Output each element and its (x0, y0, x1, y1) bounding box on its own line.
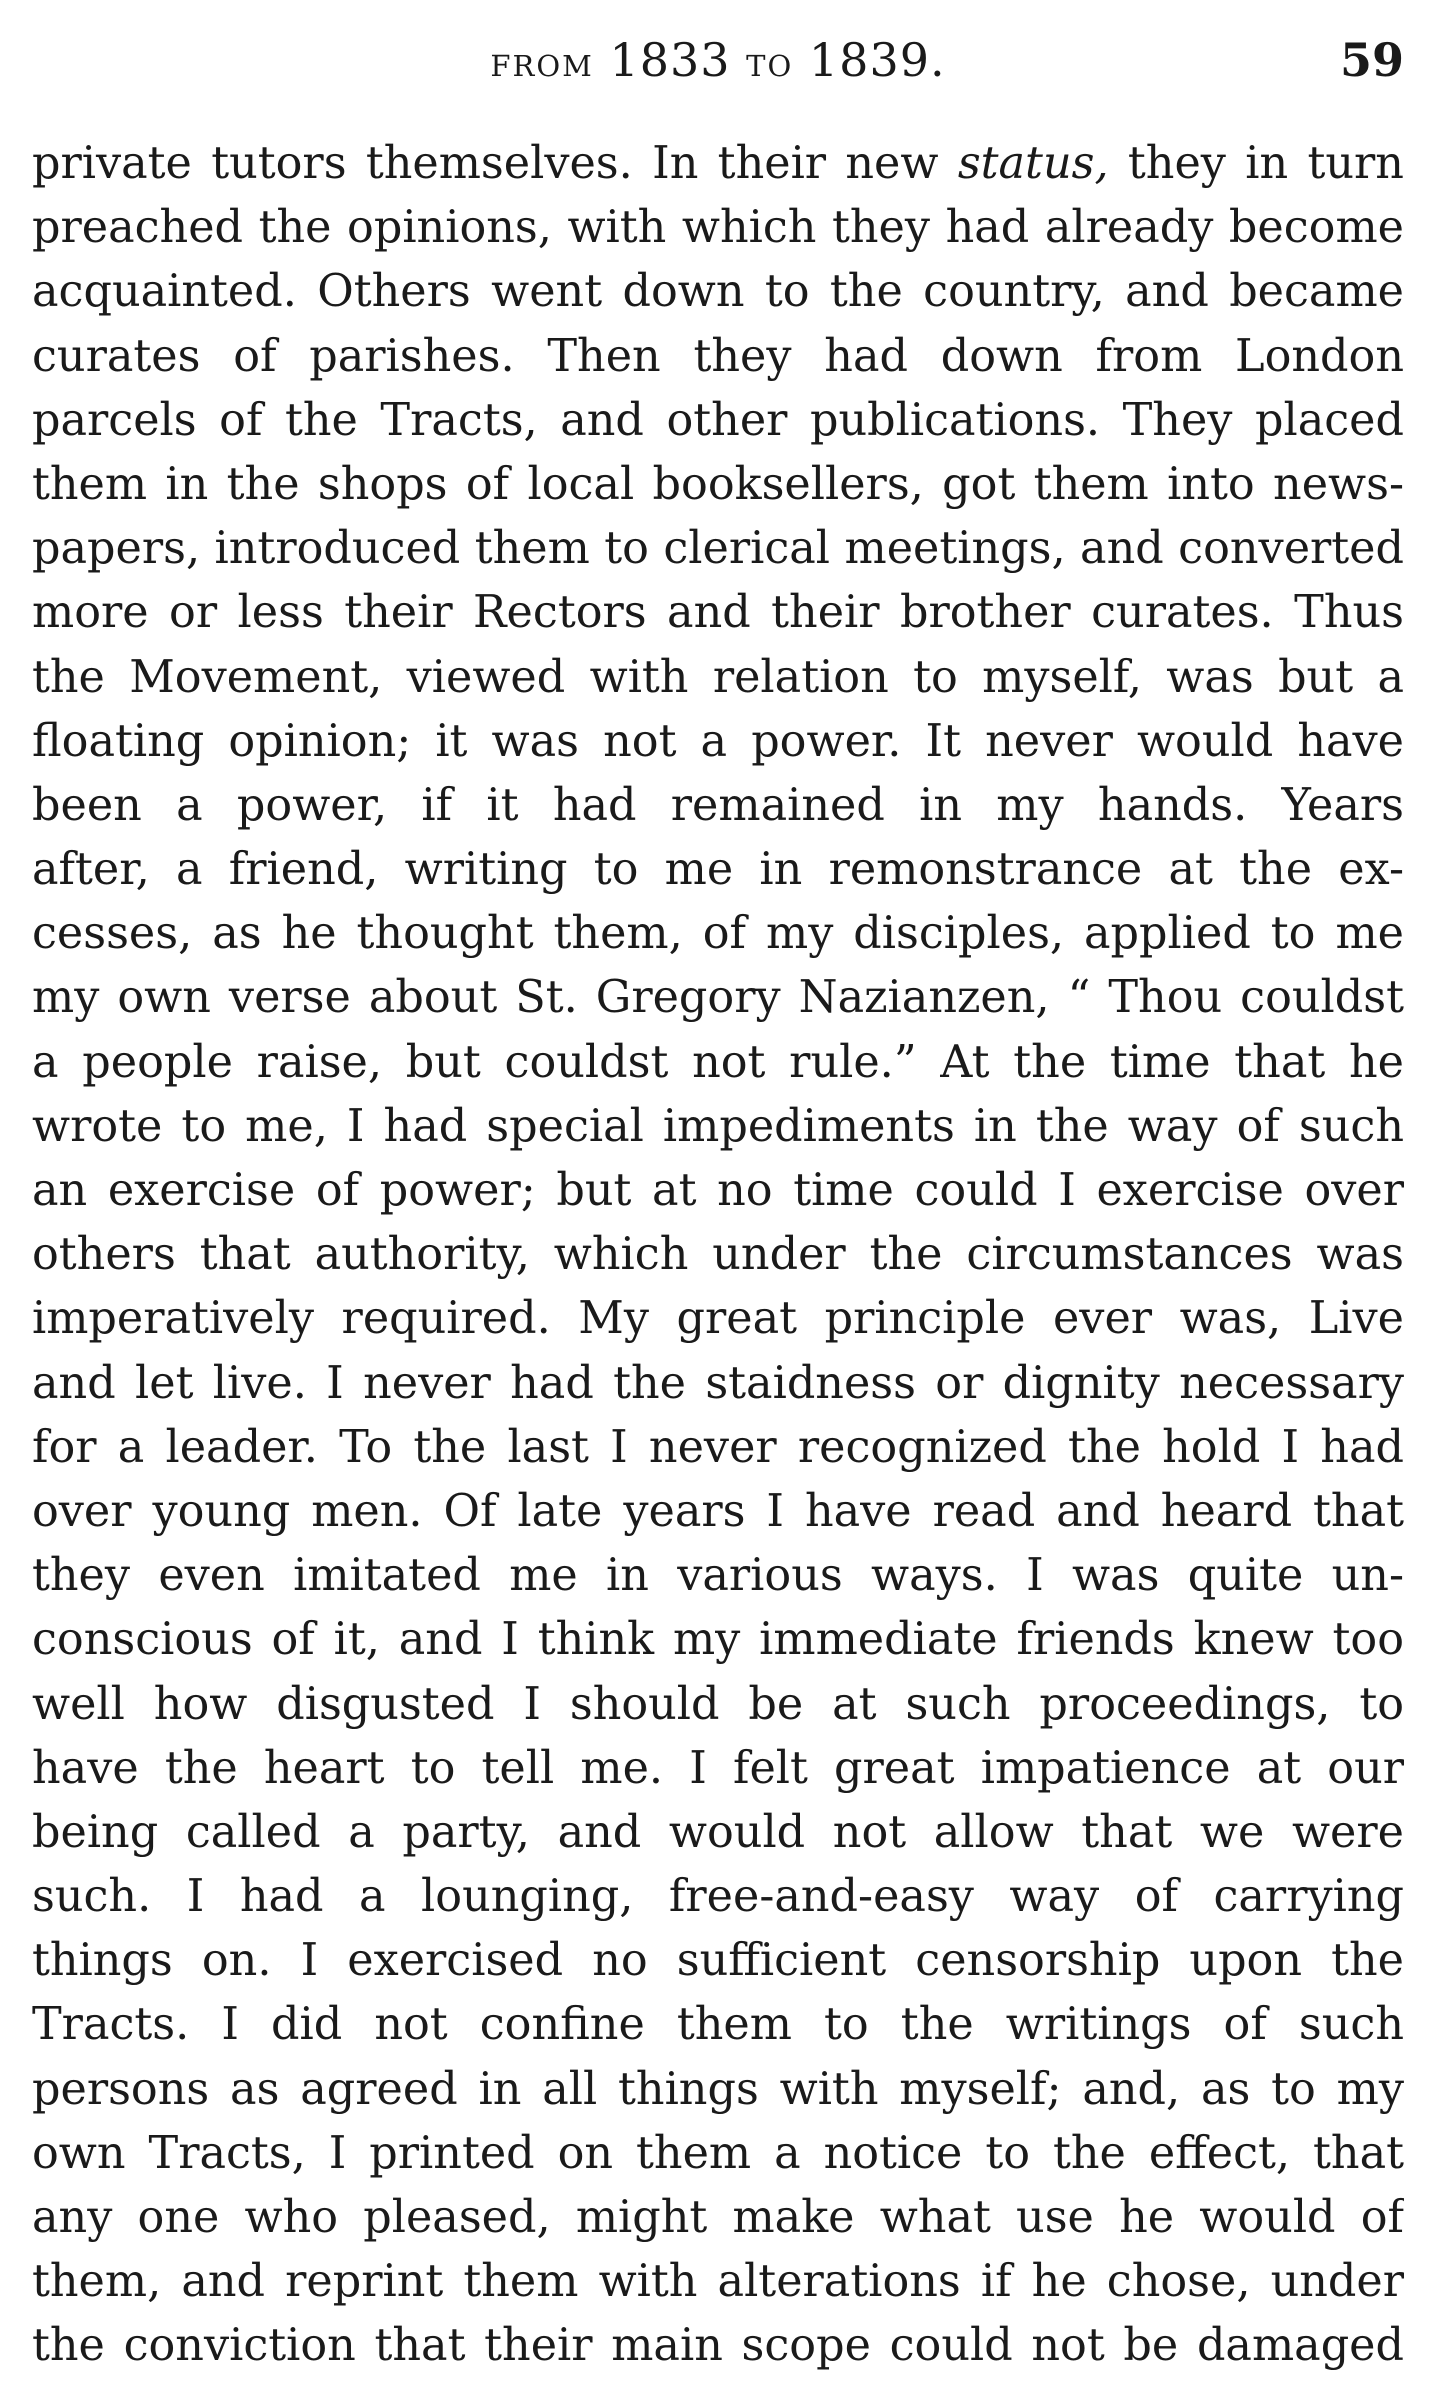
text-line: an exercise of power; but at no time could I exercise over (32, 1165, 1404, 1216)
text-line: conscious of it, and I think my immediate friends knew too (32, 1614, 1404, 1666)
text-line: a people raise, but couldst not rule.” At the time that he (32, 1036, 1404, 1088)
text-line: cesses, as he thought them, of my disciples, applied to me (32, 908, 1404, 960)
running-head (32, 30, 1404, 90)
body-text (32, 132, 1404, 2379)
text-line: and let live. I never had the staidness or dignity necessary (32, 1357, 1404, 1409)
text-line: after, a friend, writing to me in remonstrance at the ex- (32, 844, 1404, 896)
text-line: over young men. Of late years I have read and heard that (32, 1485, 1404, 1537)
text-line: things on. I exercised no sufficient censorship upon the (32, 1935, 1404, 1987)
running-title-from: from (490, 37, 594, 86)
text-line: such. I had a lounging, free-and-easy way of carrying (32, 1871, 1404, 1923)
text-line: persons as agreed in all things with myself; and, as to my (32, 2063, 1404, 2115)
running-title (32, 30, 1404, 92)
text-line: being called a party, and would not allow that we were (32, 1806, 1404, 1858)
text-line: well how disgusted I should be at such proceedings, to (32, 1678, 1404, 1730)
text-line: more or less their Rectors and their brother curates. Thus (32, 587, 1404, 639)
text-line: parcels of the Tracts, and other publications. They placed (32, 394, 1404, 446)
text-line: wrote to me, I had special impediments in the way of such (32, 1100, 1404, 1152)
page-number: 59 (1339, 33, 1404, 87)
text-line: Tracts. I did not confine them to the writings of such (32, 1999, 1404, 2051)
text-line: acquainted. Others went down to the country, and became (32, 266, 1404, 318)
text-line: my own verse about St. Gregory Nazianzen, “ Thou couldst (32, 972, 1404, 1024)
text-line: preached the opinions, with which they had already become (32, 202, 1404, 254)
text-line: been a power, if it had remained in my hands. Years (32, 779, 1404, 831)
text-line: curates of parishes. Then they had down from London (32, 330, 1404, 382)
running-title-year-start: 1833 (609, 33, 731, 87)
running-title-year-end: 1839. (808, 33, 946, 87)
text-line: they even imitated me in various ways. I was quite un- (32, 1550, 1404, 1602)
text-line: others that authority, which under the circumstances was (32, 1229, 1404, 1281)
running-title-to: to (746, 37, 794, 86)
text-line: them, and reprint them with alterations if he chose, under (32, 2256, 1404, 2308)
text-line: any one who pleased, might make what use he would of (32, 2192, 1404, 2243)
text-line: the Movement, viewed with relation to myself, was but a (32, 651, 1404, 703)
text-line: private tutors themselves. In their new status, they in turn (32, 138, 1404, 189)
text-line: papers, introduced them to clerical meetings, and converted (32, 523, 1404, 575)
text-line: own Tracts, I printed on them a notice to the effect, that (32, 2127, 1404, 2179)
text-line: floating opinion; it was not a power. It never would have (32, 715, 1404, 767)
text-line: them in the shops of local booksellers, got them into news- (32, 458, 1404, 510)
text-line: for a leader. To the last I never recognized the hold I had (32, 1421, 1404, 1473)
text-line: have the heart to tell me. I felt great impatience at our (32, 1742, 1404, 1794)
text-line: the conviction that their main scope could not be damaged (32, 2320, 1404, 2372)
text-line: imperatively required. My great principle ever was, Live (32, 1293, 1404, 1345)
